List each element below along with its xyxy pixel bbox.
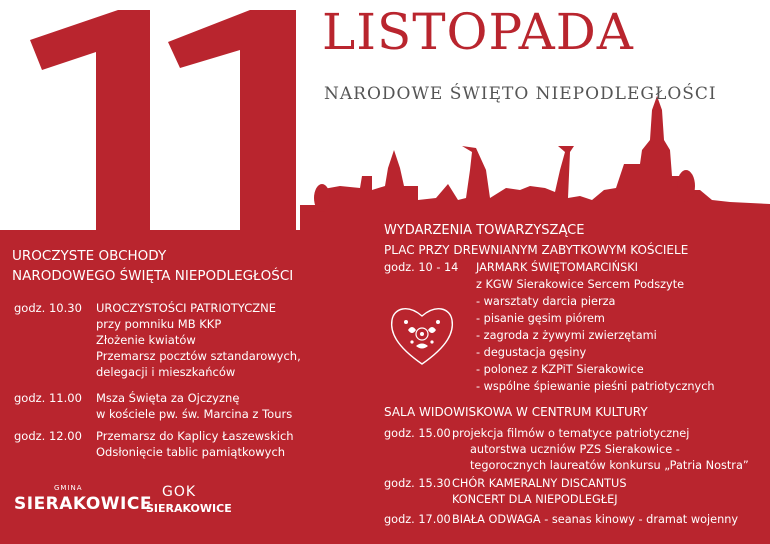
- schedule-item: [14, 300, 301, 380]
- fair-line: - degustacja gęsiny: [476, 346, 587, 359]
- heart-emblem-icon: [386, 300, 458, 370]
- schedule-line: Złożenie kwiatów: [96, 333, 196, 347]
- fair-line: - polonez z KZPiT Sierakowice: [476, 363, 644, 376]
- schedule-time: godz. 11.00: [14, 391, 82, 405]
- fair-title: JARMARK ŚWIĘTOMARCIŃSKI: [476, 261, 638, 274]
- fair-line: - zagroda z żywymi zwierzętami: [476, 329, 657, 342]
- left-heading-line2: NARODOWEGO ŚWIĘTA NIEPODLEGŁOŚCI: [12, 268, 294, 284]
- schedule-line: delegacji i mieszkańców: [96, 365, 236, 379]
- event-line: KONCERT DLA NIEPODLEGŁEJ: [452, 493, 618, 506]
- event-line: autorstwa uczniów PZS Sierakowice -: [470, 443, 680, 456]
- schedule-item: [14, 428, 294, 460]
- fair-line: - warsztaty darcia pierza: [476, 295, 616, 308]
- place-heading: PLAC PRZY DREWNIANYM ZABYTKOWYM KOŚCIELE: [384, 243, 689, 257]
- right-heading: WYDARZENIA TOWARZYSZĄCE: [384, 223, 585, 238]
- schedule-time: godz. 10.30: [14, 301, 82, 315]
- event-time: godz. 15.30: [384, 477, 451, 490]
- event-time: godz. 17.00: [384, 513, 451, 526]
- sierakowice-wordmark: SIERAKOWICE: [14, 494, 152, 514]
- schedule-line: Odsłonięcie tablic pamiątkowych: [96, 445, 286, 459]
- schedule-line: Przemarsz pocztów sztandarowych,: [96, 349, 301, 363]
- schedule-line: UROCZYSTOŚCI PATRIOTYCZNE: [96, 301, 276, 315]
- fair-line: z KGW Sierakowice Sercem Podszyte: [476, 278, 685, 291]
- fair-line: - pisanie gęsim piórem: [476, 312, 605, 325]
- fair-line: - wspólne śpiewanie pieśni patriotycznych: [476, 380, 715, 393]
- event-time: godz. 15.00: [384, 427, 451, 440]
- left-heading-line1: UROCZYSTE OBCHODY: [12, 248, 167, 264]
- schedule-line: Msza Święta za Ojczyznę: [96, 391, 240, 405]
- event-line: projekcja filmów o tematyce patriotycznej: [452, 427, 690, 440]
- fair-time: godz. 10 - 14: [384, 261, 459, 274]
- gok-sierakowice-label: SIERAKOWICE: [146, 502, 232, 515]
- schedule-line: w kościele pw. św. Marcina z Tours: [96, 407, 293, 421]
- schedule-line: przy pomniku MB KKP: [96, 317, 222, 331]
- event-line: tegorocznych laureatów konkursu „Patria Nostra”: [470, 459, 749, 472]
- page-title: LISTOPADA: [322, 3, 634, 61]
- schedule-line: Przemarsz do Kaplicy Łaszewskich: [96, 429, 294, 443]
- page-subtitle: NARODOWE ŚWIĘTO NIEPODLEGŁOŚCI: [324, 84, 717, 104]
- place-heading: SALA WIDOWISKOWA W CENTRUM KULTURY: [384, 405, 648, 419]
- event-line: BIAŁA ODWAGA - seanas kinowy - dramat wojenny: [452, 513, 739, 526]
- schedule-time: godz. 12.00: [14, 429, 82, 443]
- gmina-label: GMINA: [54, 484, 83, 492]
- gok-wordmark: GOK: [162, 484, 197, 500]
- schedule-item: [14, 390, 292, 422]
- event-line: CHÓR KAMERALNY DISCANTUS: [452, 477, 627, 490]
